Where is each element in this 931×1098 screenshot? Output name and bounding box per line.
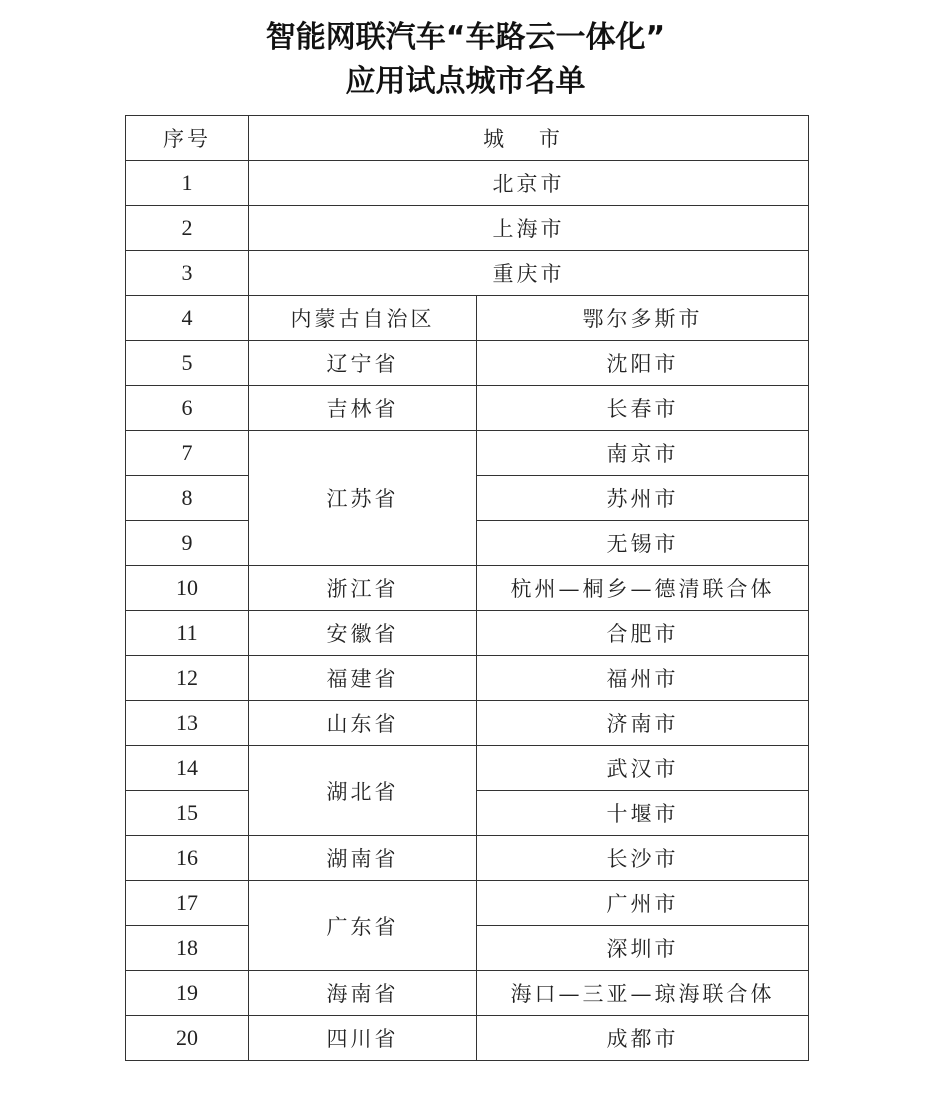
seq-cell: 6 — [126, 386, 249, 431]
header-seq: 序号 — [126, 116, 249, 161]
province-cell: 海南省 — [249, 971, 477, 1016]
province-cell: 湖南省 — [249, 836, 477, 881]
city-cell: 十堰市 — [477, 791, 809, 836]
seq-cell: 5 — [126, 341, 249, 386]
table-row — [126, 701, 809, 746]
table-row — [126, 431, 809, 476]
table-header-row — [126, 116, 809, 161]
table-row — [126, 386, 809, 431]
city-cell: 深圳市 — [477, 926, 809, 971]
province-cell: 内蒙古自治区 — [249, 296, 477, 341]
document-title-line-1: 智能网联汽车“车路云一体化” — [265, 20, 666, 55]
seq-cell: 10 — [126, 566, 249, 611]
province-cell: 广东省 — [249, 881, 477, 971]
city-cell: 海口—三亚—琼海联合体 — [477, 971, 809, 1016]
seq-cell: 19 — [126, 971, 249, 1016]
seq-cell: 17 — [126, 881, 249, 926]
city-cell: 长沙市 — [477, 836, 809, 881]
city-cell: 合肥市 — [477, 611, 809, 656]
province-cell: 吉林省 — [249, 386, 477, 431]
table-row — [126, 836, 809, 881]
province-cell: 江苏省 — [249, 431, 477, 566]
city-cell: 上海市 — [249, 206, 809, 251]
city-cell: 广州市 — [477, 881, 809, 926]
city-cell: 福州市 — [477, 656, 809, 701]
city-cell: 沈阳市 — [477, 341, 809, 386]
seq-cell: 7 — [126, 431, 249, 476]
header-city: 城 市 — [249, 116, 809, 161]
seq-cell: 9 — [126, 521, 249, 566]
city-cell: 重庆市 — [249, 251, 809, 296]
city-cell: 杭州—桐乡—德清联合体 — [477, 566, 809, 611]
city-cell: 苏州市 — [477, 476, 809, 521]
table-row — [126, 611, 809, 656]
seq-cell: 11 — [126, 611, 249, 656]
province-cell: 浙江省 — [249, 566, 477, 611]
seq-cell: 1 — [126, 161, 249, 206]
province-cell: 四川省 — [249, 1016, 477, 1061]
province-cell: 安徽省 — [249, 611, 477, 656]
table-row — [126, 341, 809, 386]
pilot-city-table — [125, 115, 809, 1061]
city-cell: 无锡市 — [477, 521, 809, 566]
seq-cell: 16 — [126, 836, 249, 881]
city-cell: 南京市 — [477, 431, 809, 476]
seq-cell: 4 — [126, 296, 249, 341]
city-cell: 北京市 — [249, 161, 809, 206]
city-cell: 鄂尔多斯市 — [477, 296, 809, 341]
seq-cell: 8 — [126, 476, 249, 521]
seq-cell: 12 — [126, 656, 249, 701]
city-cell: 长春市 — [477, 386, 809, 431]
seq-cell: 2 — [126, 206, 249, 251]
table-row — [126, 881, 809, 926]
province-cell: 辽宁省 — [249, 341, 477, 386]
table-row — [126, 1016, 809, 1061]
table-row — [126, 251, 809, 296]
seq-cell: 14 — [126, 746, 249, 791]
seq-cell: 18 — [126, 926, 249, 971]
seq-cell: 15 — [126, 791, 249, 836]
table-row — [126, 566, 809, 611]
table-row — [126, 656, 809, 701]
table-row — [126, 746, 809, 791]
province-cell: 湖北省 — [249, 746, 477, 836]
table-row — [126, 296, 809, 341]
seq-cell: 20 — [126, 1016, 249, 1061]
table-row — [126, 971, 809, 1016]
seq-cell: 13 — [126, 701, 249, 746]
city-cell: 武汉市 — [477, 746, 809, 791]
province-cell: 福建省 — [249, 656, 477, 701]
city-cell: 成都市 — [477, 1016, 809, 1061]
table-row — [126, 161, 809, 206]
seq-cell: 3 — [126, 251, 249, 296]
province-cell: 山东省 — [249, 701, 477, 746]
document-title-line-2: 应用试点城市名单 — [345, 64, 586, 99]
table-row — [126, 206, 809, 251]
city-cell: 济南市 — [477, 701, 809, 746]
